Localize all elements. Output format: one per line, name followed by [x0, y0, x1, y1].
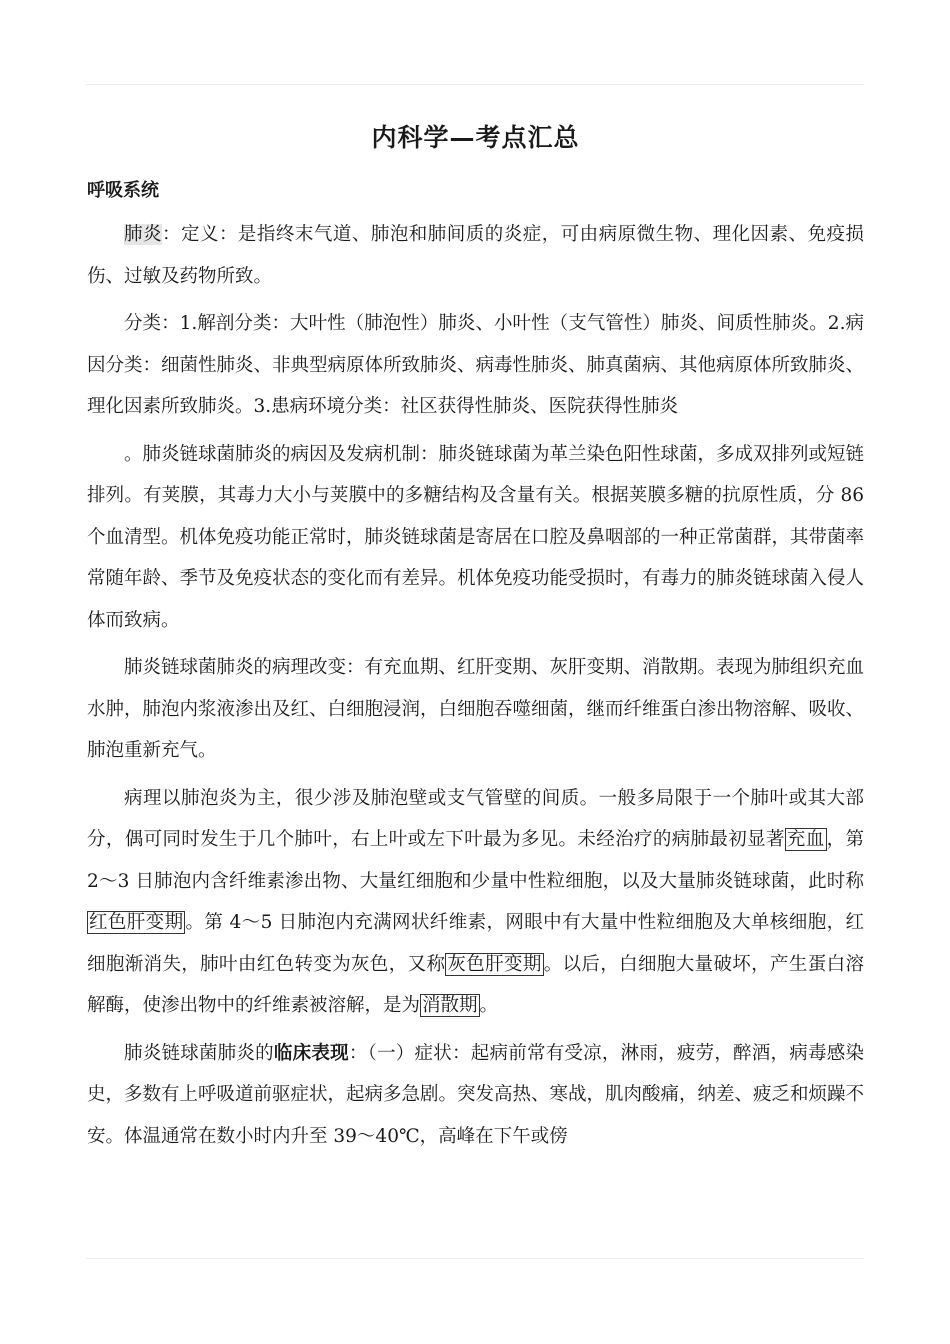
paragraph-etiology: 。肺炎链球菌肺炎的病因及发病机制：肺炎链球菌为革兰染色阳性球菌，多成双排列或短链排列。有荚膜，其毒力大小与荚膜中的多糖结构及含量有关。根据荚膜多糖的抗原性质，分 86 个血清型。机体免疫功能正常时，肺炎链球菌是寄居在口腔及鼻咽部的一种正常菌群，其带菌率常随年龄、季节及免疫状态的变化而有差异。机体免疫功能受损时，有毒力的肺炎链球菌入侵人体而致病。 [87, 443, 865, 631]
paragraph-pathology-stages [87, 778, 864, 1027]
paragraph-text: ：（一）症状：起病前常有受凉，淋雨，疲劳，醉酒，病毒感染史，多数有上呼吸道前驱症状，起病多急剧。突发高热、寒战，肌肉酸痛，纳差、疲乏和烦躁不安。体温通常在数小时内升至 39～40℃，高峰在下午或傍 [87, 1042, 865, 1147]
page-title: 内科学—考点汇总 [371, 123, 580, 152]
paragraph-text: 病理以肺泡炎为主，很少涉及肺泡壁或支气管壁的间质。一般多局限于一个肺叶或其大部分，偶可同时发生于几个肺叶，右上叶或左下叶最为多见。未经治疗的病肺最初显著 [87, 787, 864, 850]
paragraph-text: ：定义：是指终末气道、肺泡和肺间质的炎症，可由病原微生物、理化因素、免疫损伤、过敏及药物所致。 [87, 224, 864, 287]
paragraph-text: 。 [479, 995, 499, 1016]
footer-rule [86, 1258, 864, 1259]
boxed-term: 红色肝变期 [89, 912, 184, 933]
paragraph-clinical [87, 1033, 864, 1158]
document-page [87, 118, 864, 1163]
paragraph-pathology-changes: 肺炎链球菌肺炎的病理改变：有充血期、红肝变期、灰肝变期、消散期。表现为肺组织充血水肿，肺泡内浆液渗出及红、白细胞浸润，白细胞吞噬细菌，继而纤维蛋白渗出物溶解、吸收、肺泡重新充气。 [87, 657, 865, 761]
section-heading: 呼吸系统 [87, 180, 159, 201]
paragraph-text: ，第 2～3 日肺泡内含纤维素渗出物、大量红细胞和少量中性粒细胞，以及大量肺炎链球菌，此时称 [87, 829, 864, 892]
boxed-term: 消散期 [422, 995, 478, 1016]
boxed-term: 灰色肝变期 [447, 953, 542, 975]
bold-term: 临床表现 [273, 1042, 349, 1064]
paragraph-classification: 分类：1.解剖分类：大叶性（肺泡性）肺炎、小叶性（支气管性）肺炎、间质性肺炎。2.病因分类：细菌性肺炎、非典型病原体所致肺炎、病毒性肺炎、肺真菌病、其他病原体所致肺炎、理化因素所致肺炎。3.患病环境分类：社区获得性肺炎、医院获得性肺炎 [87, 313, 865, 417]
boxed-term: 充血 [786, 829, 825, 850]
highlighted-term: 肺炎 [124, 224, 162, 245]
paragraph-definition [87, 214, 864, 297]
header-rule [86, 84, 864, 85]
paragraph-text: 。以后，白细胞大量破坏，产生蛋白溶解酶，使渗出物中的纤维素被溶解，是为 [87, 953, 864, 1016]
paragraph-text: 。第 4～5 日肺泡内充满网状纤维素，网眼中有大量中性粒细胞及大单核细胞，红细胞渐消失，肺叶由红色转变为灰色，又称 [87, 912, 864, 975]
paragraph-text: 肺炎链球菌肺炎的 [124, 1042, 274, 1064]
